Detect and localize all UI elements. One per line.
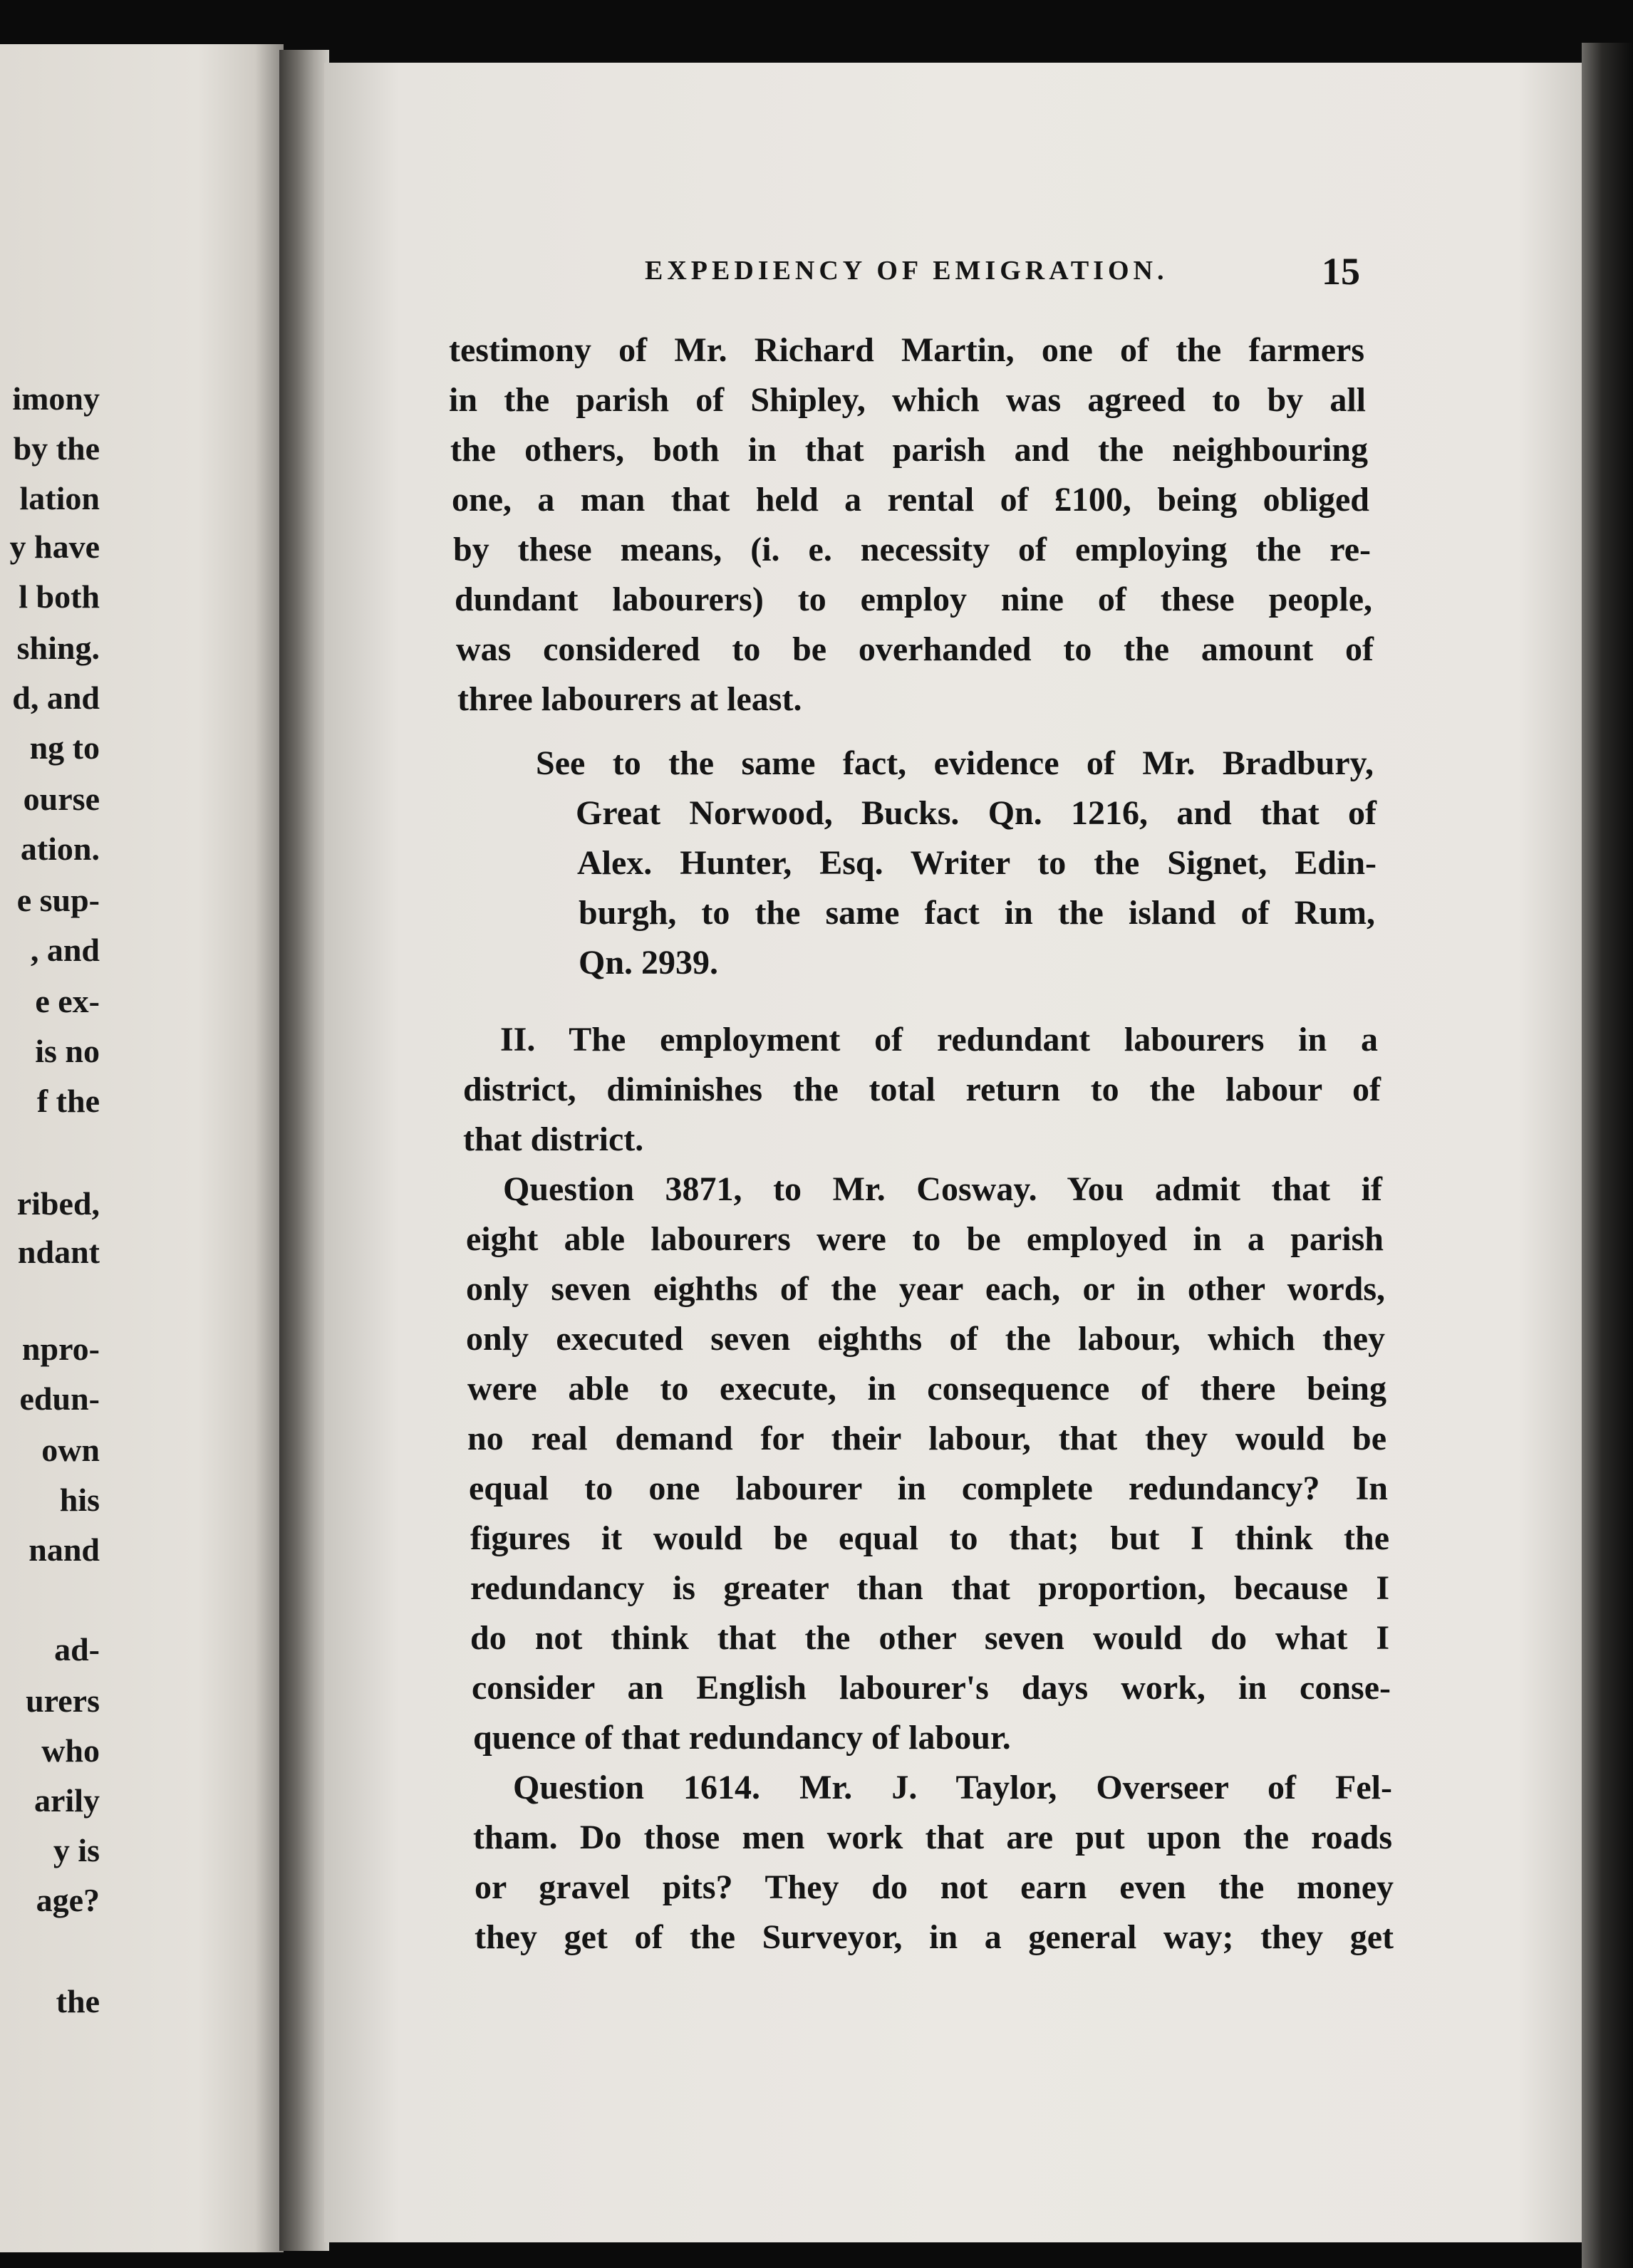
text-line: three labourers at least. bbox=[457, 680, 802, 718]
previous-page-fragment: age? bbox=[36, 1882, 100, 1918]
previous-page-fragment: urers bbox=[26, 1682, 100, 1719]
previous-page-fragment: lation bbox=[19, 480, 100, 516]
text-line: consider an English labourer's days work, in conse- bbox=[472, 1669, 1391, 1707]
text-line: by these means, (i. e. necessity of employing the re- bbox=[453, 531, 1371, 568]
text-line: dundant labourers) to employ nine of these people, bbox=[455, 581, 1372, 618]
previous-page-fragment: by the bbox=[13, 430, 100, 467]
note-line: Great Norwood, Bucks. Qn. 1216, and that of bbox=[576, 794, 1377, 832]
previous-page-fragment: e ex- bbox=[35, 983, 100, 1019]
text-line: one, a man that held a rental of £100, being obliged bbox=[452, 481, 1369, 519]
previous-page-fragment: ad- bbox=[54, 1631, 100, 1668]
previous-page-fragment: ourse bbox=[23, 781, 100, 817]
text-line: Question 1614. Mr. J. Taylor, Overseer of Fel- bbox=[513, 1769, 1392, 1806]
text-line: was considered to be overhanded to the amount of bbox=[456, 630, 1374, 668]
previous-page-fragment: is no bbox=[35, 1033, 100, 1069]
previous-page-fragment: who bbox=[41, 1732, 100, 1769]
page-number: 15 bbox=[1322, 250, 1360, 293]
text-line: only executed seven eighths of the labour, which they bbox=[466, 1320, 1385, 1358]
text-line: eight able labourers were to be employed in a parish bbox=[466, 1220, 1384, 1258]
previous-page-fragment: e sup- bbox=[16, 882, 100, 918]
previous-page-fragment: y have bbox=[9, 529, 100, 565]
text-line: that district. bbox=[463, 1120, 644, 1158]
previous-page-fragment: npro- bbox=[21, 1331, 100, 1367]
text-line: they get of the Surveyor, in a general way; they get bbox=[475, 1918, 1394, 1956]
book-gutter bbox=[279, 50, 329, 2251]
previous-page-fragment: edun- bbox=[19, 1380, 100, 1417]
previous-page-fragment: l both bbox=[19, 578, 100, 615]
previous-page-fragment: ation. bbox=[20, 831, 100, 867]
text-line: only seven eighths of the year each, or in other words, bbox=[466, 1270, 1385, 1308]
text-line: II. The employment of redundant labourers in a bbox=[500, 1021, 1378, 1058]
previous-page-text-fragments bbox=[0, 44, 284, 2252]
page-edge-shadow bbox=[1582, 43, 1633, 2268]
text-line: district, diminishes the total return to the labour of bbox=[463, 1071, 1381, 1108]
text-line: do not think that the other seven would do what I bbox=[470, 1619, 1389, 1657]
previous-page-fragment: the bbox=[56, 1983, 100, 2019]
previous-page-fragment: ribed, bbox=[16, 1185, 100, 1222]
previous-page-fragment: shing. bbox=[16, 630, 100, 666]
text-line: in the parish of Shipley, which was agreed to by all bbox=[449, 381, 1366, 419]
previous-page-fragment: f the bbox=[36, 1083, 100, 1119]
previous-page-fragment: y is bbox=[53, 1832, 100, 1868]
text-line: equal to one labourer in complete redundancy? In bbox=[469, 1469, 1388, 1507]
text-line: tham. Do those men work that are put upon the roads bbox=[473, 1819, 1392, 1856]
previous-page bbox=[0, 44, 284, 2252]
note-line: burgh, to the same fact in the island of Rum, bbox=[579, 894, 1375, 932]
previous-page-fragment: his bbox=[59, 1482, 100, 1518]
text-line: redundancy is greater than that proportion, because I bbox=[470, 1569, 1389, 1607]
note-line: See to the same fact, evidence of Mr. Bradbury, bbox=[536, 744, 1374, 782]
previous-page-fragment: , and bbox=[30, 932, 100, 968]
previous-page-fragment: nand bbox=[28, 1531, 100, 1568]
text-line: testimony of Mr. Richard Martin, one of the farmers bbox=[449, 331, 1364, 369]
previous-page-fragment: ng to bbox=[29, 729, 100, 766]
text-line: no real demand for their labour, that they would be bbox=[467, 1420, 1386, 1457]
text-line: or gravel pits? They do not earn even the money bbox=[475, 1868, 1394, 1906]
running-head: EXPEDIENCY OF EMIGRATION. bbox=[645, 256, 1168, 286]
previous-page-fragment: arily bbox=[34, 1782, 100, 1819]
text-line: were able to execute, in consequence of there being bbox=[467, 1370, 1386, 1408]
text-line: quence of that redundancy of labour. bbox=[473, 1719, 1011, 1757]
previous-page-fragment: imony bbox=[12, 380, 100, 417]
previous-page-fragment: ndant bbox=[17, 1234, 100, 1270]
text-line: the others, both in that parish and the neighbouring bbox=[450, 431, 1368, 469]
previous-page-fragment: d, and bbox=[12, 680, 100, 716]
previous-page-fragment: own bbox=[41, 1432, 100, 1468]
note-line: Qn. 2939. bbox=[579, 944, 719, 982]
text-line: figures it would be equal to that; but I think the bbox=[470, 1519, 1389, 1557]
note-line: Alex. Hunter, Esq. Writer to the Signet, Edin- bbox=[577, 844, 1377, 882]
text-line: Question 3871, to Mr. Cosway. You admit that if bbox=[503, 1170, 1382, 1208]
